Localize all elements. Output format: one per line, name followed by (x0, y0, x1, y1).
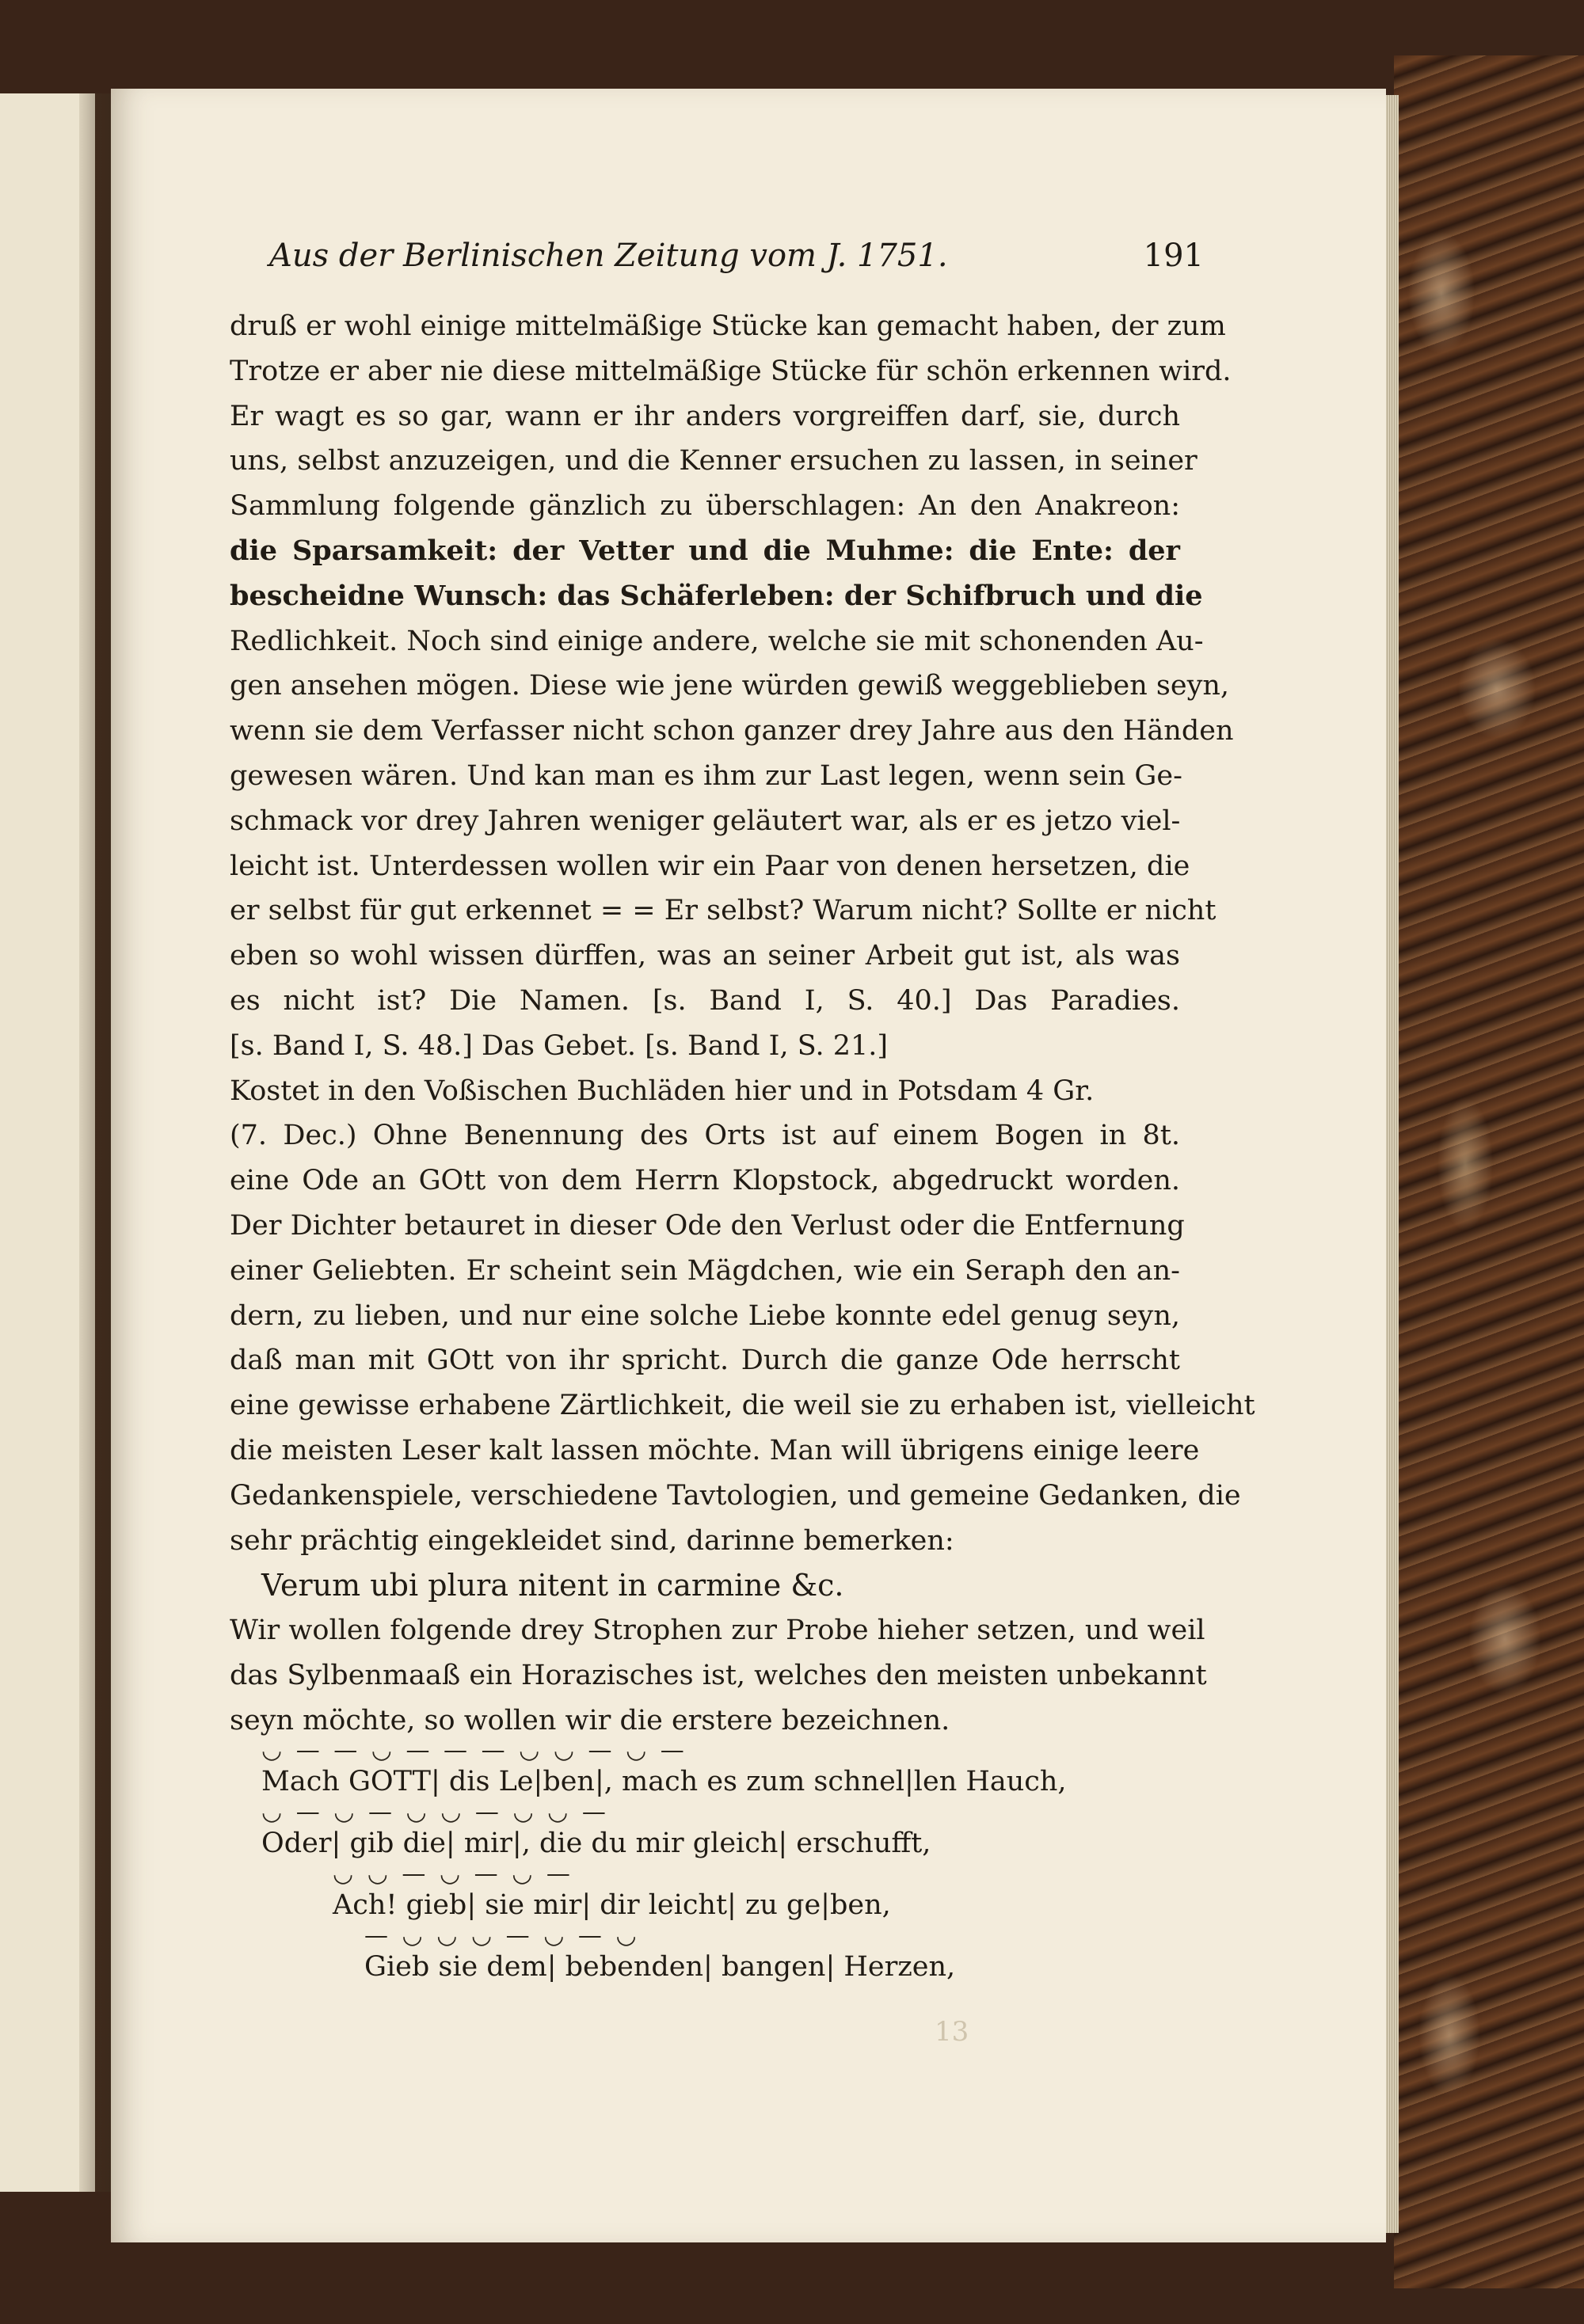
text-line: [s. Band I, S. 48.] Das Gebet. [s. Band I, S. 21.] (230, 1029, 889, 1062)
text-line: eben so wohl wissen dürffen, was an seiner Arbeit gut ist, als was (230, 940, 1180, 972)
text-line: Redlichkeit. Noch sind einige andere, welche sie mit schonenden Au- (230, 625, 1204, 657)
running-title: Aus der Berlinischen Zeitung vom J. 1751. (269, 238, 948, 274)
text-line: Sammlung folgende gänzlich zu überschlagen: An den Anakreon: (230, 490, 1180, 523)
text-line: es nicht ist? Die Namen. [s. Band I, S. 40.] Das Paradies. (230, 984, 1180, 1017)
text-line: sehr prächtig eingekleidet sind, darinne bemerken: (230, 1524, 954, 1557)
verse-line: Mach GOTT| dis Le|ben|, mach es zum schnel|len Hauch, (261, 1765, 1067, 1797)
meter-marks: ◡ — ◡ — ◡ ◡ — ◡ ◡ — (261, 1797, 609, 1826)
text-line: die meisten Leser kalt lassen möchte. Man will übrigens einige leere (230, 1434, 1200, 1466)
verse-line: Gieb sie dem| bebenden| bangen| Herzen, (364, 1950, 956, 1983)
text-line: einer Geliebten. Er scheint sein Mägdchen, wie ein Seraph den an- (230, 1254, 1180, 1287)
page-number: 191 (1143, 238, 1204, 274)
meter-marks: ◡ — — ◡ — — — ◡ ◡ — ◡ — (261, 1736, 687, 1764)
text-line: Der Dichter betauret in dieser Ode den Verlust oder die Entfernung (230, 1209, 1185, 1242)
text-line: seyn möchte, so wollen wir die erstere bezeichnen. (230, 1704, 950, 1736)
text-line: eine Ode an GOtt von dem Herrn Klopstock, abgedruckt worden. (230, 1165, 1180, 1197)
text-line: Kostet in den Voßischen Buchläden hier und in Potsdam 4 Gr. (230, 1075, 1095, 1107)
marbled-cover-board (1394, 55, 1584, 2288)
text-line: die Sparsamkeit: der Vetter und die Muhme: die Ente: der (230, 534, 1180, 567)
text-line: (7. Dec.) Ohne Benennung des Orts ist auf einem Bogen in 8t. (230, 1120, 1180, 1152)
bleed-through-number: 13 (935, 2016, 969, 2048)
verse-line: Ach! gieb| sie mir| dir leicht| zu ge|ben, (333, 1888, 891, 1921)
text-line: uns, selbst anzuzeigen, und die Kenner ersuchen zu lassen, in seiner (230, 445, 1198, 477)
text-line: schmack vor drey Jahren weniger geläutert war, als er es jetzo viel- (230, 804, 1181, 837)
latin-quotation: Verum ubi plura nitent in carmine &c. (261, 1568, 844, 1603)
text-line: bescheidne Wunsch: das Schäferleben: der Schifbruch und die (230, 579, 1203, 612)
text-line: gen ansehen mögen. Diese wie jene würden gewiß weggeblieben seyn, (230, 670, 1230, 702)
page-body (230, 304, 1255, 1986)
text-line: Er wagt es so gar, wann er ihr anders vorgreiffen darf, sie, durch (230, 400, 1180, 432)
running-header (269, 238, 1204, 274)
gutter-shadow (79, 93, 115, 2192)
meter-marks: — ◡ ◡ ◡ — ◡ — ◡ (364, 1921, 640, 1949)
text-line: leicht ist. Unterdessen wollen wir ein Paar von denen hersetzen, die (230, 850, 1190, 882)
text-line: er selbst für gut erkennet = = Er selbst? Warum nicht? Sollte er nicht (230, 895, 1217, 927)
text-line: Wir wollen folgende drey Strophen zur Probe hieher setzen, und weil (230, 1615, 1205, 1647)
text-line: wenn sie dem Verfasser nicht schon ganzer drey Jahre aus den Händen (230, 715, 1234, 747)
text-line: das Sylbenmaaß ein Horazisches ist, welches den meisten unbekannt (230, 1659, 1207, 1691)
text-line: Trotze er aber nie diese mittelmäßige Stücke für schön erkennen wird. (230, 355, 1232, 387)
verse-line: Oder| gib die| mir|, die du mir gleich| erschufft, (261, 1827, 931, 1859)
text-line: daß man mit GOtt von ihr spricht. Durch die ganze Ode herrscht (230, 1345, 1180, 1377)
text-line: Gedankenspiele, verschiedene Tavtologien, und gemeine Gedanken, die (230, 1479, 1241, 1512)
meter-marks: ◡ ◡ — ◡ — ◡ — (333, 1859, 573, 1888)
text-line: eine gewisse erhabene Zärtlichkeit, die weil sie zu erhaben ist, vielleicht (230, 1390, 1255, 1422)
text-line: gewesen wären. Und kan man es ihm zur Last legen, wenn sein Ge- (230, 759, 1182, 792)
verse-block (230, 1736, 1180, 1986)
text-line: dern, zu lieben, und nur eine solche Liebe konnte edel genug seyn, (230, 1299, 1180, 1332)
text-line: druß er wohl einige mittelmäßige Stücke kan gemacht haben, der zum (230, 310, 1226, 342)
